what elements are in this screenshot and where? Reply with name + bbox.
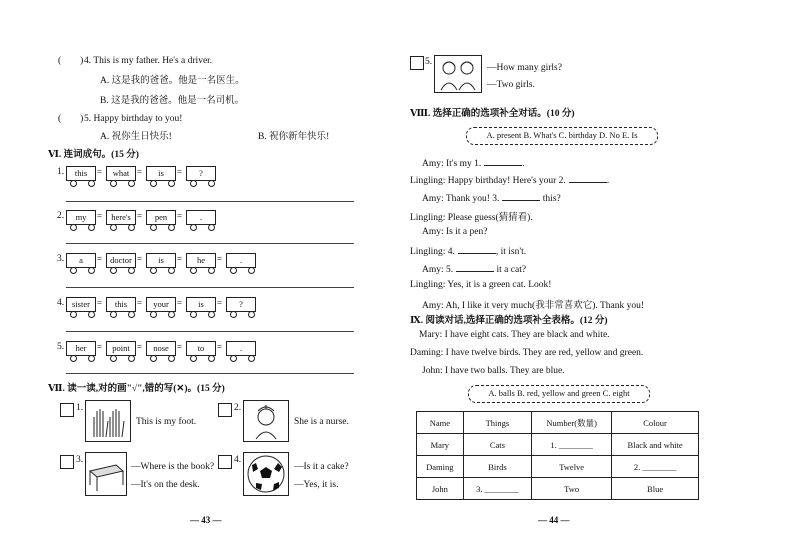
reading-line-3: John: I have two balls. They are blue. — [422, 366, 565, 376]
word-card[interactable] — [66, 297, 94, 317]
word-card-label: this — [106, 297, 136, 312]
q4-option-b[interactable]: B. 这是我的爸爸。他是一名司机。 — [100, 96, 245, 106]
word-card[interactable] — [146, 166, 174, 186]
row-number: 1. — [57, 167, 65, 177]
row-number: 2. — [57, 211, 65, 221]
speaker-label: Amy: — [422, 159, 444, 169]
wheel-icon — [110, 311, 117, 318]
wheel-icon — [110, 180, 117, 187]
q5-stem — [58, 110, 182, 124]
word-card-label: this — [66, 166, 96, 181]
word-card-label: a — [66, 253, 96, 268]
dialog-line — [410, 244, 526, 257]
wheel-icon — [208, 311, 215, 318]
table-cell: Blue — [612, 478, 699, 500]
word-card-label: he — [186, 253, 216, 268]
table-cell: Cats — [463, 434, 531, 456]
item-number: 1. — [76, 403, 84, 413]
word-card[interactable] — [186, 166, 214, 186]
connector-icon: = — [97, 342, 103, 352]
speaker-label: Lingling: — [410, 176, 446, 186]
dialog-text: Happy birthday! Here's your 2. — [447, 176, 566, 186]
table-cell: Twelve — [532, 456, 612, 478]
word-card[interactable] — [146, 341, 174, 361]
wheel-icon — [150, 180, 157, 187]
fill-blank[interactable] — [502, 191, 540, 201]
wheel-icon — [128, 311, 135, 318]
connector-icon: = — [137, 254, 143, 264]
word-card-label: ? — [226, 297, 256, 312]
r5-line2: —Two girls. — [487, 80, 535, 90]
wheel-icon — [230, 355, 237, 362]
table-cell: Black and white — [612, 434, 699, 456]
item2-text: She is a nurse. — [294, 417, 349, 427]
hands-icon — [86, 401, 130, 441]
section9-title: Ⅸ. 阅读对话,选择正确的选项补全表格。(12 分) — [410, 316, 608, 326]
table-row — [417, 456, 699, 478]
table-header-row — [417, 412, 699, 434]
item3-line2: —It's on the desk. — [131, 480, 200, 490]
connector-icon: = — [217, 254, 223, 264]
wheel-icon — [110, 224, 117, 231]
connector-icon: = — [97, 211, 103, 221]
wheel-icon — [88, 180, 95, 187]
word-card[interactable] — [66, 166, 94, 186]
two-girls-icon — [435, 56, 481, 92]
speaker-label: Lingling: — [410, 280, 446, 290]
item-number: 4. — [234, 455, 242, 465]
wheel-icon — [128, 355, 135, 362]
connector-icon: = — [177, 342, 183, 352]
section9-options: A. balls B. red, yellow and green C. eight — [468, 385, 650, 403]
wheel-icon — [208, 267, 215, 274]
dialog-text: 4. — [447, 247, 455, 257]
wheel-icon — [88, 311, 95, 318]
girls-picture — [434, 55, 482, 93]
wheel-icon — [128, 180, 135, 187]
wheel-icon — [208, 224, 215, 231]
q4-stem — [58, 52, 212, 66]
connector-icon: = — [97, 167, 103, 177]
connector-icon: = — [97, 298, 103, 308]
connector-icon: = — [177, 298, 183, 308]
desk-icon — [86, 453, 126, 495]
wheel-icon — [208, 180, 215, 187]
reading-line-2: Daming: I have twelve birds. They are red, yellow and green. — [410, 348, 644, 358]
wheel-icon — [150, 355, 157, 362]
table-fill-cell[interactable]: 2. ________ — [612, 456, 699, 478]
word-card[interactable] — [146, 210, 174, 230]
wheel-icon — [208, 355, 215, 362]
dialog-text-end: . — [522, 159, 525, 169]
word-card[interactable] — [106, 297, 134, 317]
answer-box-2[interactable] — [218, 403, 232, 417]
row-number: 5. — [57, 342, 65, 352]
dialog-text: Yes, it is a green cat. Look! — [447, 280, 552, 290]
table-header: Number(数量) — [532, 412, 612, 434]
table-fill-cell[interactable]: 3. ________ — [463, 478, 531, 500]
answer-line[interactable] — [66, 331, 354, 332]
dialog-line — [422, 297, 644, 311]
wheel-icon — [128, 267, 135, 274]
wheel-icon — [190, 355, 197, 362]
table-cell: John — [417, 478, 464, 500]
word-card-label: point — [106, 341, 136, 356]
table-cell: Mary — [417, 434, 464, 456]
row-number: 4. — [57, 298, 65, 308]
dialog-text-end: . — [606, 176, 610, 186]
page-number-right: — 44 — — [538, 515, 570, 525]
dialog-text: Is it a pen? — [446, 227, 488, 237]
connector-icon: = — [177, 254, 183, 264]
word-card[interactable] — [66, 253, 94, 273]
table-header: Colour — [612, 412, 699, 434]
dialog-text: Please guess(猜猜看). — [447, 213, 533, 223]
wheel-icon — [248, 267, 255, 274]
item4-line2: —Yes, it is. — [294, 480, 339, 490]
wheel-icon — [168, 355, 175, 362]
word-card-label: her — [66, 341, 96, 356]
dialog-text: Ah, I like it very much(我非常喜欢它). Thank you! — [445, 301, 644, 311]
dialog-line — [422, 262, 526, 275]
wheel-icon — [88, 267, 95, 274]
word-card[interactable] — [146, 297, 174, 317]
answer-line[interactable] — [66, 243, 354, 244]
connector-icon: = — [177, 211, 183, 221]
r5-line1: —How many girls? — [487, 63, 562, 73]
dialog-text: It's my 1. — [446, 159, 482, 169]
word-card-label: sister — [66, 297, 96, 312]
q4-text: 4. This is my father. He's a driver. — [84, 56, 213, 66]
connector-icon: = — [137, 211, 143, 221]
q5-text: 5. Happy birthday to you! — [84, 114, 183, 124]
table-row — [417, 478, 699, 500]
dialog-text-end: this? — [540, 194, 561, 204]
wheel-icon — [88, 355, 95, 362]
word-card[interactable] — [106, 166, 134, 186]
dialog-line — [410, 280, 551, 290]
table-cell: Daming — [417, 456, 464, 478]
word-card[interactable] — [186, 253, 214, 273]
connector-icon: = — [97, 254, 103, 264]
dialog-text: Thank you! 3. — [445, 194, 500, 204]
wheel-icon — [70, 355, 77, 362]
word-card[interactable] — [146, 253, 174, 273]
item1-text: This is my foot. — [136, 417, 197, 427]
fill-blank[interactable] — [484, 156, 522, 166]
wheel-icon — [168, 311, 175, 318]
wheel-icon — [248, 311, 255, 318]
fill-blank[interactable] — [569, 173, 607, 183]
word-card-label: my — [66, 210, 96, 225]
wheel-icon — [150, 311, 157, 318]
wheel-icon — [190, 311, 197, 318]
wheel-icon — [190, 224, 197, 231]
speaker-label: Amy: — [422, 265, 444, 275]
connector-icon: = — [137, 342, 143, 352]
answer-box-1[interactable] — [60, 403, 74, 417]
item-number: 5. — [425, 57, 433, 67]
q5-option-b[interactable]: B. 祝你新年快乐! — [258, 132, 330, 142]
answer-paren[interactable]: ( ) — [58, 114, 84, 124]
item-number: 2. — [234, 403, 242, 413]
table-header: Name — [417, 412, 464, 434]
dialog-text: 5. — [446, 265, 454, 275]
reading-line-1: Mary: I have eight cats. They are black and white. — [419, 330, 610, 340]
word-card[interactable] — [106, 210, 134, 230]
dialog-line — [422, 191, 561, 204]
word-card-label: . — [226, 253, 256, 268]
section8-options: A. present B. What's C. birthday D. No E. Is — [466, 127, 658, 145]
answer-line[interactable] — [66, 373, 354, 374]
table-row — [417, 434, 699, 456]
nurse-icon — [244, 401, 288, 441]
speaker-label: Lingling: — [410, 213, 446, 223]
table-fill-cell[interactable]: 1. ________ — [532, 434, 612, 456]
word-card-label: nose — [146, 341, 176, 356]
dialog-line — [422, 227, 487, 237]
wheel-icon — [70, 224, 77, 231]
item3-line1: —Where is the book? — [131, 462, 215, 472]
dialog-text-end: it a cat? — [494, 265, 527, 275]
wheel-icon — [150, 224, 157, 231]
word-card-label: doctor — [106, 253, 136, 268]
word-card[interactable] — [66, 210, 94, 230]
wheel-icon — [168, 180, 175, 187]
dialog-line — [410, 209, 533, 223]
football-icon — [244, 453, 288, 495]
wheel-icon — [70, 267, 77, 274]
connector-icon: = — [177, 167, 183, 177]
item4-line1: —Is it a cake? — [294, 462, 349, 472]
wheel-icon — [150, 267, 157, 274]
wheel-icon — [70, 311, 77, 318]
connector-icon: = — [217, 298, 223, 308]
word-card-label: is — [146, 166, 176, 181]
wheel-icon — [248, 355, 255, 362]
word-card-label: is — [146, 253, 176, 268]
section8-title: Ⅷ. 选择正确的选项补全对话。(10 分) — [410, 109, 575, 119]
answer-paren[interactable]: ( ) — [58, 56, 84, 66]
row-number: 3. — [57, 254, 65, 264]
answer-box-r5[interactable] — [410, 56, 424, 70]
connector-icon: = — [137, 167, 143, 177]
word-card[interactable] — [226, 253, 254, 273]
word-card[interactable] — [226, 341, 254, 361]
word-card[interactable] — [186, 210, 214, 230]
dialog-text-end: , it isn't. — [495, 247, 527, 257]
answer-line[interactable] — [66, 201, 354, 202]
ball-picture — [243, 452, 289, 496]
word-card-label: . — [226, 341, 256, 356]
fill-blank[interactable] — [458, 244, 496, 254]
info-table — [416, 411, 699, 500]
page-number-left: — 43 — — [190, 515, 222, 525]
table-cell: Two — [532, 478, 612, 500]
word-card[interactable] — [186, 341, 214, 361]
section6-title: Ⅵ. 连词成句。(15 分) — [48, 150, 139, 160]
table-cell: Birds — [463, 456, 531, 478]
speaker-label: Amy: — [422, 301, 444, 311]
wheel-icon — [168, 224, 175, 231]
wheel-icon — [190, 180, 197, 187]
word-card-label: what — [106, 166, 136, 181]
q4-option-a[interactable]: A. 这是我的爸爸。他是一名医生。 — [100, 76, 245, 86]
speaker-label: Amy: — [422, 194, 444, 204]
word-card-label: pen — [146, 210, 176, 225]
nurse-picture — [243, 400, 289, 442]
wheel-icon — [230, 311, 237, 318]
answer-box-4[interactable] — [218, 455, 232, 469]
word-card[interactable] — [66, 341, 94, 361]
wheel-icon — [168, 267, 175, 274]
dialog-line — [410, 173, 609, 186]
word-card[interactable] — [226, 297, 254, 317]
connector-icon: = — [137, 298, 143, 308]
word-card-label: is — [186, 297, 216, 312]
q5-option-a[interactable]: A. 祝你生日快乐! — [100, 132, 172, 142]
wheel-icon — [128, 224, 135, 231]
word-card-label: . — [186, 210, 216, 225]
word-card-label: ? — [186, 166, 216, 181]
word-card[interactable] — [186, 297, 214, 317]
wheel-icon — [110, 355, 117, 362]
desk-picture — [85, 452, 127, 496]
wheel-icon — [230, 267, 237, 274]
speaker-label: Amy: — [422, 227, 444, 237]
word-card-label: to — [186, 341, 216, 356]
word-card[interactable] — [106, 253, 134, 273]
dialog-line — [422, 156, 525, 169]
section7-title: Ⅶ. 读一读,对的画"√",错的写(✕)。(15 分) — [48, 384, 225, 394]
answer-box-3[interactable] — [60, 455, 74, 469]
hands-picture — [85, 400, 131, 442]
fill-blank[interactable] — [456, 262, 494, 272]
answer-line[interactable] — [66, 287, 354, 288]
item-number: 3. — [76, 455, 84, 465]
word-card-label: your — [146, 297, 176, 312]
table-header: Things — [463, 412, 531, 434]
wheel-icon — [110, 267, 117, 274]
connector-icon: = — [217, 342, 223, 352]
word-card-label: here's — [106, 210, 136, 225]
speaker-label: Lingling: — [410, 247, 446, 257]
wheel-icon — [190, 267, 197, 274]
wheel-icon — [70, 180, 77, 187]
wheel-icon — [88, 224, 95, 231]
word-card[interactable] — [106, 341, 134, 361]
